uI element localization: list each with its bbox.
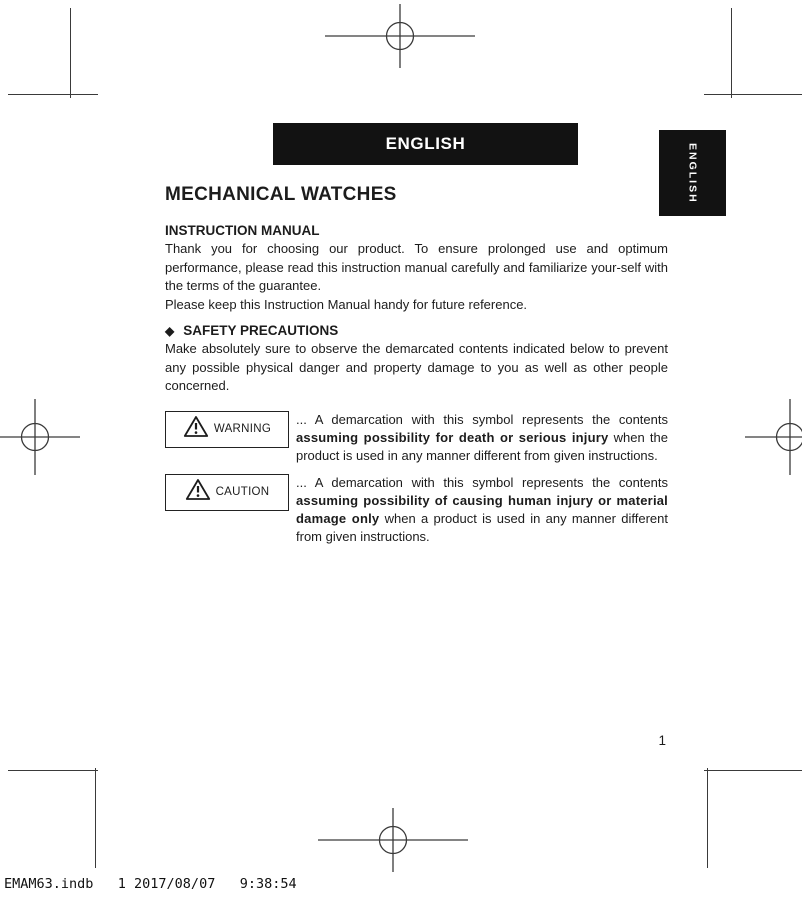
registration-mark bbox=[745, 399, 802, 475]
language-banner bbox=[273, 123, 578, 165]
crop-mark bbox=[95, 768, 96, 868]
caution-text-bold: assuming possibility of causing human injury or material damage only bbox=[296, 492, 668, 526]
safety-precautions-label: SAFETY PRECAUTIONS bbox=[183, 323, 339, 338]
content-column bbox=[165, 184, 668, 546]
caution-text-suffix: when a product is used in any manner different from given instructions. bbox=[296, 510, 668, 544]
crop-mark bbox=[8, 94, 98, 95]
warning-text-suffix: when the product is used in any manner different from given instructions. bbox=[296, 429, 668, 463]
language-banner-label: ENGLISH bbox=[385, 134, 466, 153]
warning-row bbox=[165, 411, 668, 465]
warning-text-bold: assuming possibility for death or serious injury bbox=[296, 429, 609, 445]
registration-mark bbox=[318, 808, 468, 872]
caution-label: CAUTION bbox=[215, 486, 270, 498]
language-side-tab-label: ENGLISH bbox=[686, 142, 699, 204]
safety-precautions-heading bbox=[165, 323, 668, 338]
warning-text bbox=[296, 411, 668, 465]
language-side-tab bbox=[659, 130, 726, 216]
safety-paragraph: Make absolutely sure to observe the demarcated contents indicated below to prevent any possible physical danger and property damage to you as well as other people concerned. bbox=[165, 341, 668, 393]
caution-row bbox=[165, 474, 668, 546]
crop-mark bbox=[707, 768, 708, 868]
intro-paragraph: Thank you for choosing our product. To ensure prolonged use and optimum performance, please read this instruction manual carefully and familiarize your-self with the terms of the guarantee. bbox=[165, 241, 668, 293]
registration-mark bbox=[325, 4, 475, 68]
page-title: MECHANICAL WATCHES bbox=[165, 184, 397, 205]
crop-mark bbox=[704, 770, 802, 771]
caution-text bbox=[296, 474, 668, 546]
page-number: 1 bbox=[658, 733, 666, 748]
warning-triangle-icon bbox=[183, 415, 209, 443]
caution-box bbox=[165, 474, 289, 511]
print-footer-slug: EMAM63.indb 1 2017/08/07 9:38:54 bbox=[4, 876, 297, 892]
warning-label: WARNING bbox=[213, 423, 272, 435]
warning-box bbox=[165, 411, 289, 448]
caution-text-prefix: ... A demarcation with this symbol represents the contents bbox=[296, 474, 668, 490]
crop-mark bbox=[731, 8, 732, 98]
crop-mark bbox=[704, 94, 802, 95]
crop-mark bbox=[8, 770, 98, 771]
registration-mark bbox=[0, 399, 80, 475]
warning-text-prefix: ... A demarcation with this symbol represents the contents bbox=[296, 411, 668, 427]
instruction-manual-heading: INSTRUCTION MANUAL bbox=[165, 223, 320, 238]
keep-manual-paragraph: Please keep this Instruction Manual handy for future reference. bbox=[165, 296, 528, 312]
diamond-bullet-icon: ◆ bbox=[165, 323, 175, 338]
warning-triangle-icon bbox=[185, 478, 211, 506]
crop-mark bbox=[70, 8, 71, 98]
